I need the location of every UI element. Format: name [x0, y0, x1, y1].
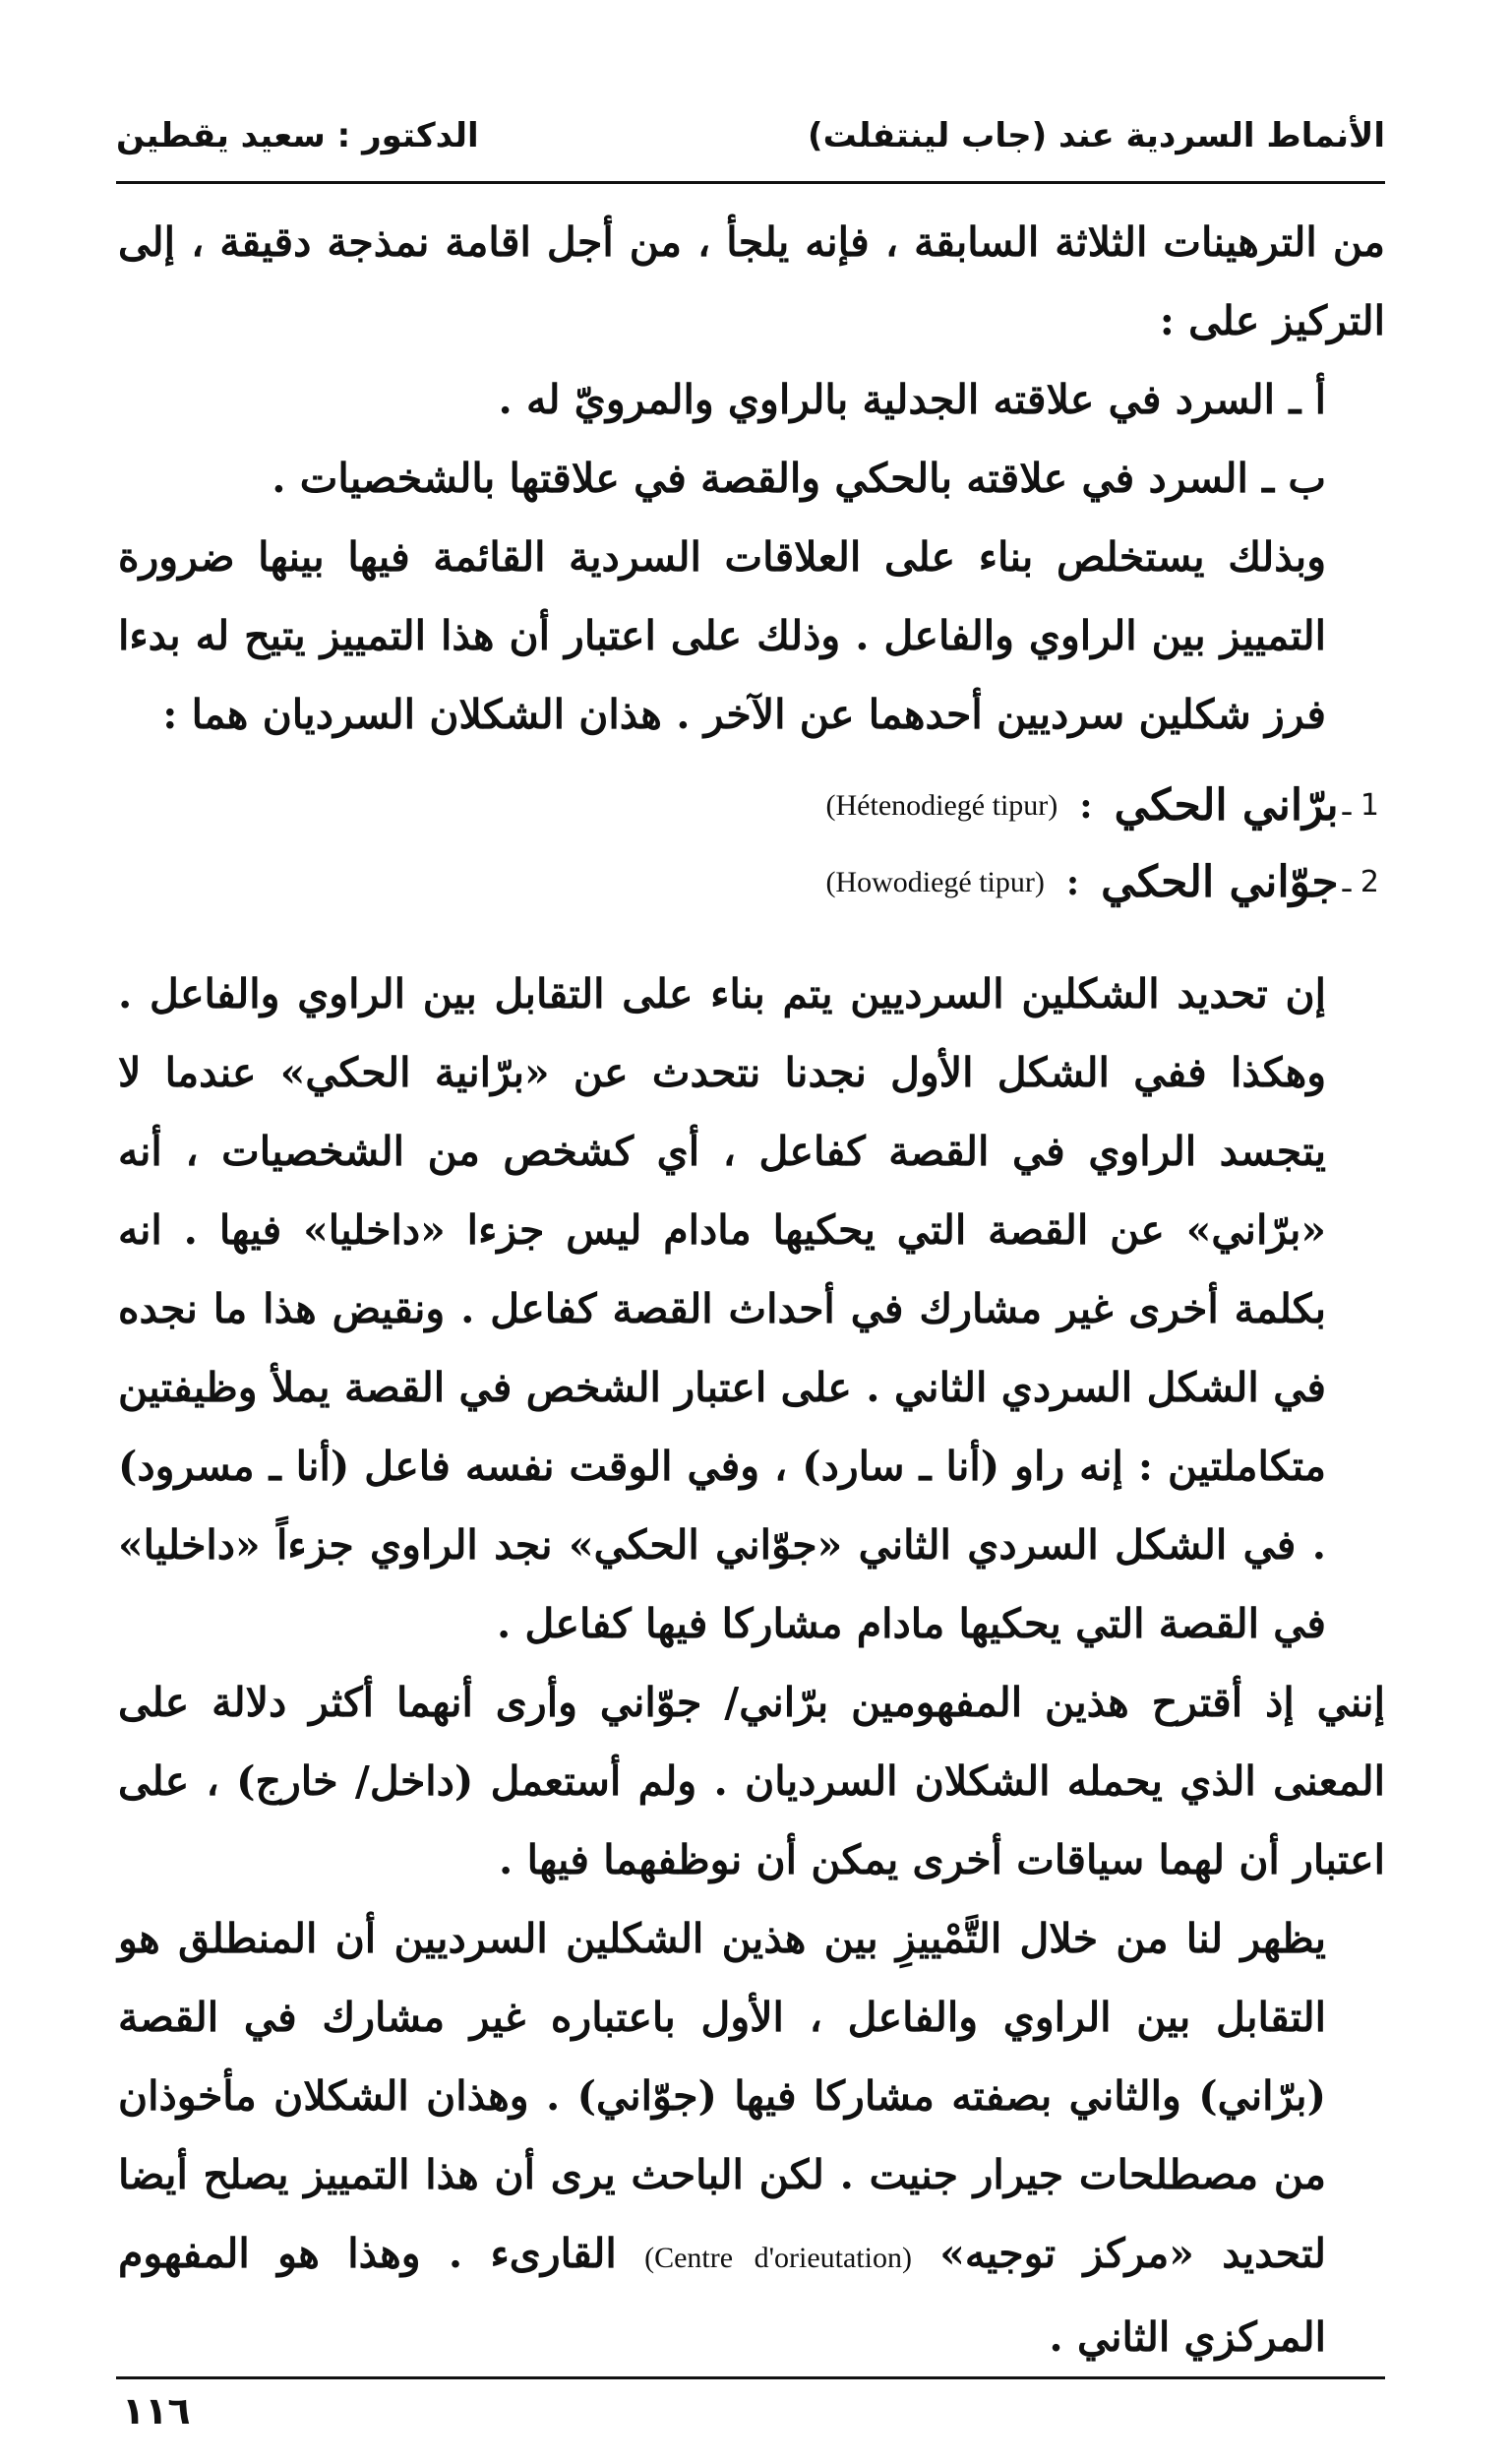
header-book-title: الأنماط السردية عند (جاب لينتفلت)	[808, 116, 1385, 155]
header-author: الدكتور : سعيد يقطين	[116, 116, 479, 155]
term-arabic: جوّاني الحكي	[1101, 857, 1339, 907]
paragraph-5-latin: (Centre d'orieutation)	[644, 2242, 912, 2274]
paragraph-1: من الترهينات الثلاثة السابقة ، فإنه يلجأ ، من أجل اقامة نمذجة دقيقة ، إلى التركيز على :	[118, 218, 1385, 344]
list-item-a: أ ـ السرد في علاقته الجدلية بالراوي والمرويّ له .	[498, 376, 1326, 423]
header-rule	[116, 181, 1385, 184]
paragraph-5-part-b: القارىء . وهذا هو المفهوم المركزي الثاني .	[118, 2230, 1326, 2361]
terms-list	[118, 768, 1385, 921]
term-number: 2 ـ	[1342, 865, 1379, 899]
paragraph-5	[118, 1899, 1385, 2376]
page-number: ١١٦	[122, 2389, 191, 2433]
term-number: 1 ـ	[1342, 788, 1379, 823]
term-separator: :	[1065, 862, 1080, 903]
footer-rule	[116, 2376, 1385, 2379]
term-latin: (Howodiegé tipur)	[825, 866, 1045, 898]
paragraph-4: إنني إذ أقترح هذين المفهومين برّاني/ جوّاني وأرى أنهما أكثر دلالة على المعنى الذي يحمله الشكلان السرديان . ولم أستعمل (داخل/ خارج) ، على اعتبار أن لهما سياقات أخرى يمكن أن نوظفهما فيها .	[118, 1679, 1385, 1883]
page-body	[118, 203, 1385, 2376]
paragraph-5-part-a: يظهر لنا من خلال التَّمْييزِ بين هذين الشكلين السرديين أن المنطلق هو التقابل بين الراوي والفاعل ، الأول باعتباره غير مشارك في القصة (برّاني) والثاني بصفته مشاركا فيها (جوّاني) . وهذان الشكلان مأخوذان من مصطلحات جيرار جنيت . لكن الباحث يرى أن هذا التمييز يصلح أيضا لتحديد «مركز توجيه»	[118, 1915, 1326, 2277]
term-separator: :	[1079, 785, 1093, 827]
term-arabic: برّاني الحكي	[1114, 780, 1339, 831]
list-item-b: ب ـ السرد في علاقته بالحكي والقصة في علاقتها بالشخصيات .	[272, 455, 1326, 502]
paragraph-3: إن تحديد الشكلين السرديين يتم بناء على التقابل بين الراوي والفاعل . وهكذا ففي الشكل الأول نجدنا نتحدث عن «برّانية الحكي» عندما لا يتجسد الراوي في القصة كفاعل ، أي كشخص من الشخصيات ، أنه «برّاني» عن القصة التي يحكيها مادام ليس جزءا «داخليا» فيها . انه بكلمة أخرى غير مشارك في أحداث القصة كفاعل . ونقيض هذا ما نجده في الشكل السردي الثاني . على اعتبار الشخص في القصة يملأ وظيفتين متكاملتين : إنه راو (أنا ـ سارد) ، وفي الوقت نفسه فاعل (أنا ـ مسرود) . في الشكل السردي الثاني «جوّاني الحكي» نجد الراوي جزءاً «داخليا» في القصة التي يحكيها مادام مشاركا فيها كفاعل .	[118, 970, 1326, 1647]
term-row-1	[118, 768, 1385, 844]
running-header	[116, 106, 1385, 165]
term-latin: (Hétenodiegé tipur)	[825, 789, 1058, 822]
paragraph-2: وبذلك يستخلص بناء على العلاقات السردية القائمة فيها بينها ضرورة التمييز بين الراوي والفاعل . وذلك على اعتبار أن هذا التمييز يتيح له بدءا فرز شكلين سرديين أحدهما عن الآخر . هذان الشكلان السرديان هما :	[118, 533, 1326, 738]
term-row-2	[118, 844, 1385, 921]
